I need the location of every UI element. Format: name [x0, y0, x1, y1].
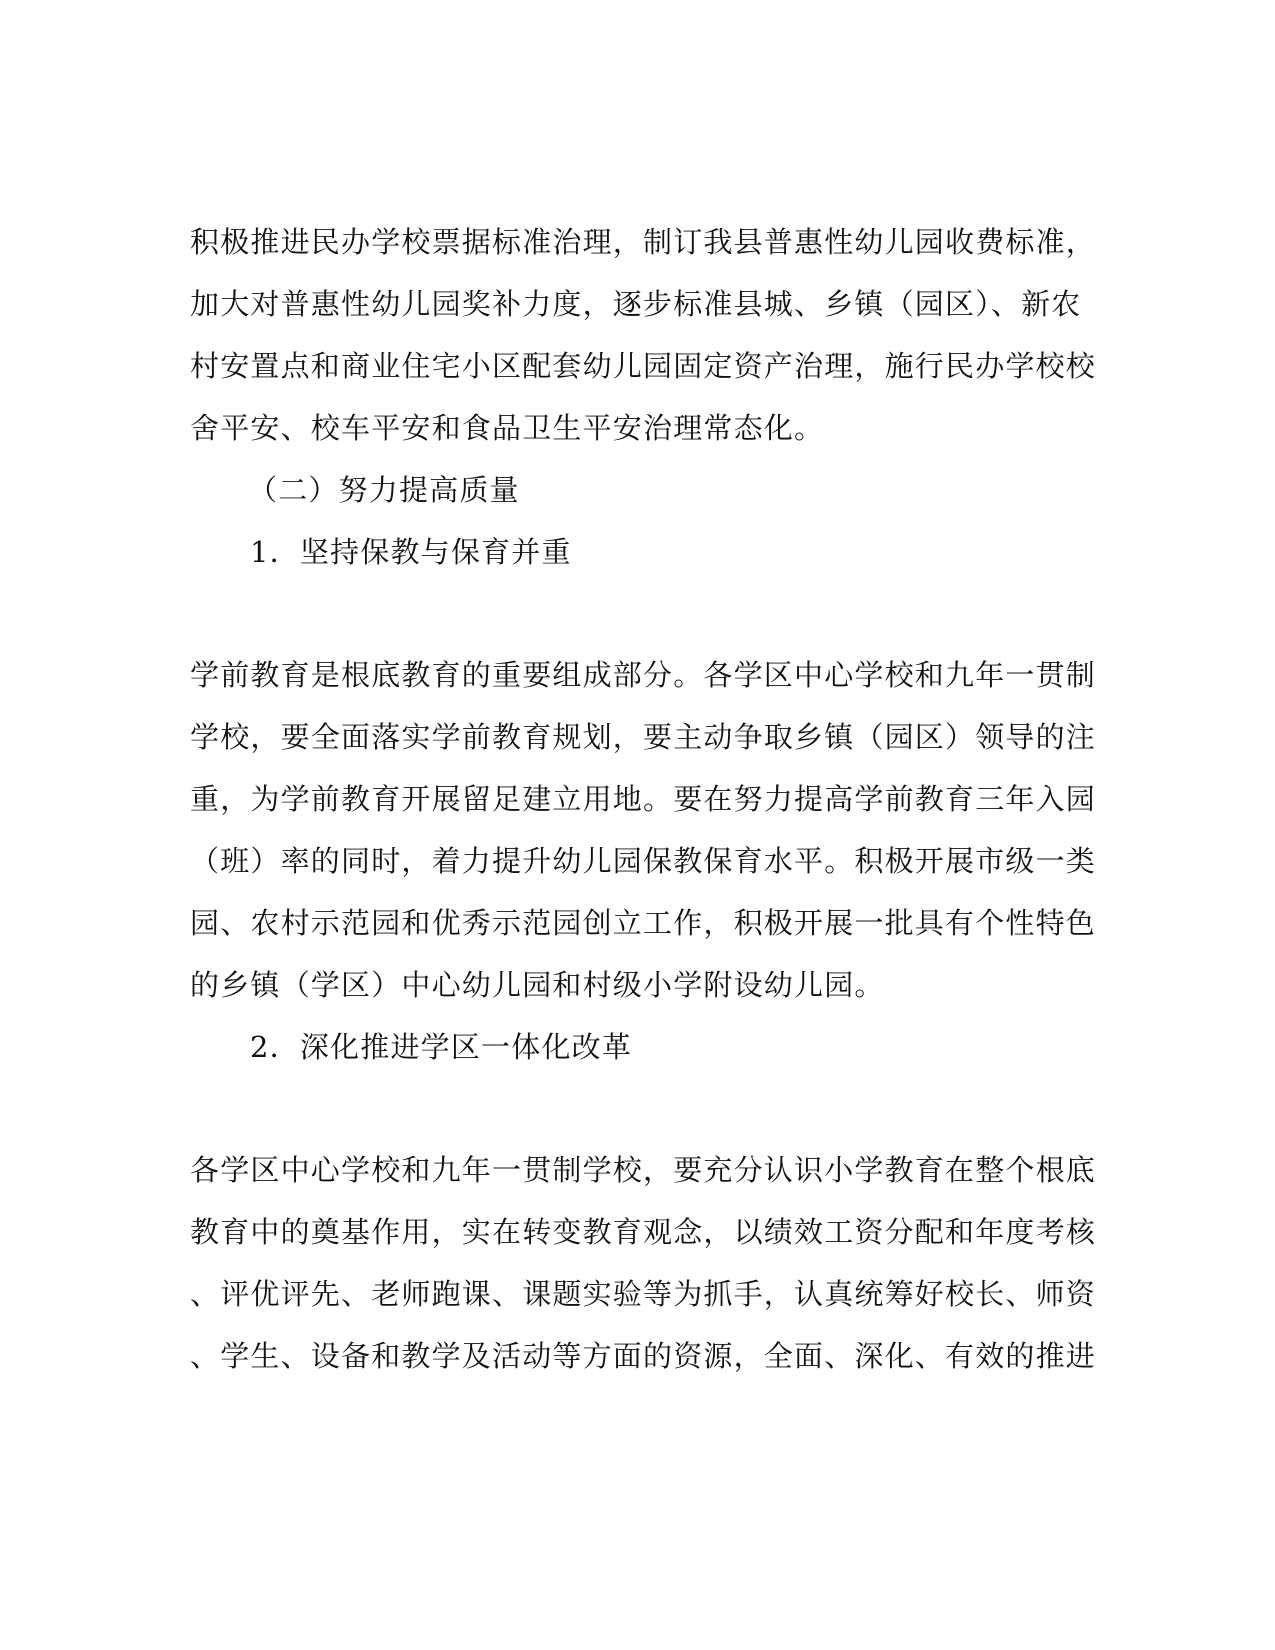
- item-heading: 1．坚持保教与保育并重: [250, 535, 572, 569]
- paragraph-line: 重，为学前教育开展留足建立用地。要在努力提高学前教育三年入园: [190, 782, 1097, 816]
- paragraph-line: 加大对普惠性幼儿园奖补力度，逐步标准县城、乡镇（园区）、新农: [190, 287, 1082, 321]
- item-heading: 2．深化推进学区一体化改革: [250, 1030, 633, 1064]
- section-heading: （二）努力提高质量: [248, 473, 520, 507]
- paragraph-line: 、学生、设备和教学及活动等方面的资源，全面、深化、有效的推进: [190, 1339, 1097, 1373]
- paragraph-line: 学校，要全面落实学前教育规划，要主动争取乡镇（园区）领导的注: [190, 720, 1097, 754]
- paragraph-line: 各学区中心学校和九年一贯制学校，要充分认识小学教育在整个根底: [190, 1153, 1097, 1187]
- paragraph-line: 舍平安、校车平安和食品卫生平安治理常态化。: [190, 411, 825, 445]
- paragraph-line: 园、农村示范园和优秀示范园创立工作，积极开展一批具有个性特色: [190, 906, 1097, 940]
- paragraph-line: 教育中的奠基作用，实在转变教育观念，以绩效工资分配和年度考核: [190, 1215, 1097, 1249]
- paragraph-line: 的乡镇（学区）中心幼儿园和村级小学附设幼儿园。: [190, 968, 885, 1002]
- paragraph-line: 积极推进民办学校票据标准治理，制订我县普惠性幼儿园收费标准，: [190, 225, 1097, 259]
- paragraph-line: 、评优评先、老师跑课、课题实验等为抓手，认真统筹好校长、师资: [190, 1277, 1097, 1311]
- paragraph-line: 学前教育是根底教育的重要组成部分。各学区中心学校和九年一贯制: [190, 658, 1097, 692]
- paragraph-line: 村安置点和商业住宅小区配套幼儿园固定资产治理，施行民办学校校: [190, 349, 1097, 383]
- paragraph-line: （班）率的同时，着力提升幼儿园保教保育水平。积极开展市级一类: [190, 844, 1097, 878]
